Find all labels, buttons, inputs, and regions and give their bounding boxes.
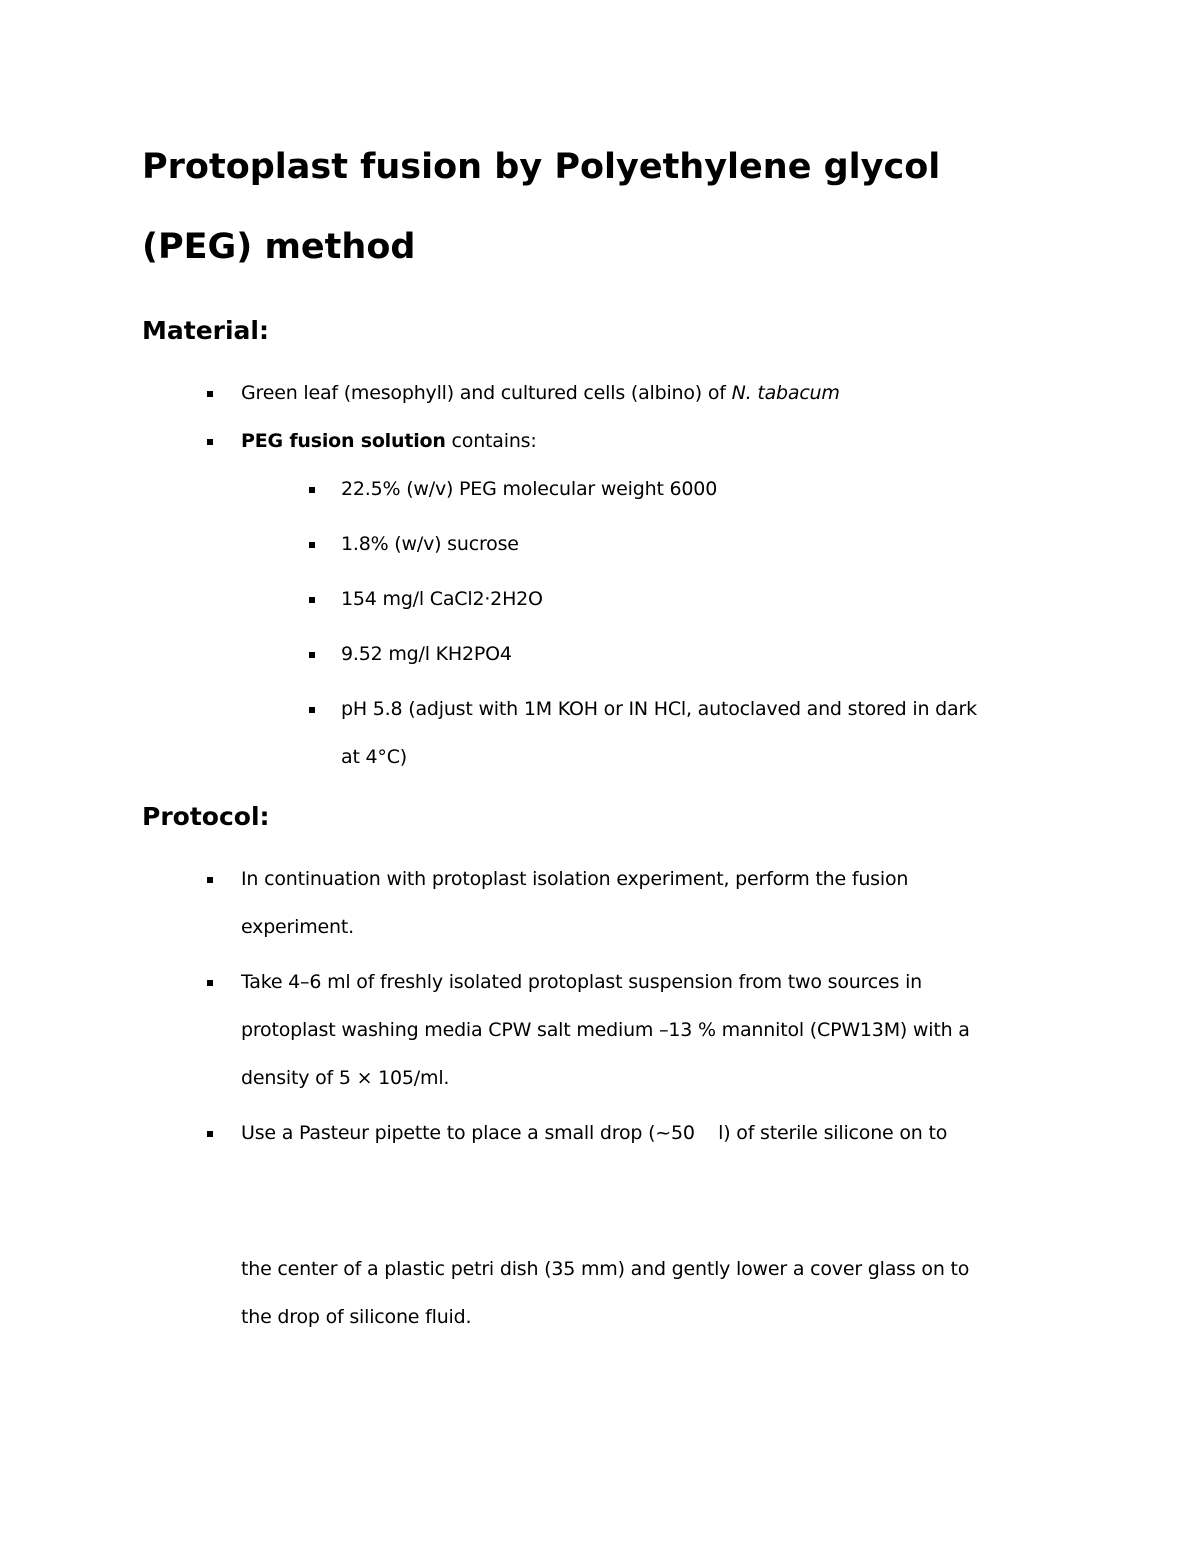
protocol-step-3-line-2: the center of a plastic petri dish (35 mm) and gently lower a cover glass on to — [241, 1258, 970, 1280]
material-item-peg-solution — [241, 432, 537, 451]
peg-solution-rest: contains: — [445, 430, 537, 452]
component-item: 9.52 mg/l KH2PO4 — [341, 643, 512, 665]
component-item: pH 5.8 (adjust with 1M KOH or IN HCl, autoclaved and stored in dark — [341, 698, 977, 720]
bullet-icon — [207, 391, 213, 397]
bullet-icon — [309, 707, 315, 713]
bullet-icon — [309, 487, 315, 493]
species-name: N. tabacum — [731, 382, 840, 404]
peg-solution-label: PEG fusion solution — [241, 430, 446, 452]
bullet-icon — [309, 597, 315, 603]
bullet-icon — [207, 877, 213, 883]
protocol-heading: Protocol: — [142, 802, 270, 831]
protocol-step-3-line-3: the drop of silicone fluid. — [241, 1306, 472, 1328]
material-item-leaf-text: Green leaf (mesophyll) and cultured cells (albino) of — [241, 382, 732, 404]
material-item-leaf — [241, 384, 840, 403]
component-item: 22.5% (w/v) PEG molecular weight 6000 — [341, 478, 718, 500]
protocol-step-1-line-2: experiment. — [241, 916, 354, 938]
bullet-icon — [309, 652, 315, 658]
document-title-line-1: Protoplast fusion by Polyethylene glycol — [142, 147, 941, 187]
component-item: 1.8% (w/v) sucrose — [341, 533, 519, 555]
protocol-step-3-line-1: Use a Pasteur pipette to place a small drop (~50 l) of sterile silicone on to — [241, 1122, 948, 1144]
bullet-icon — [207, 439, 213, 445]
component-item: 154 mg/l CaCl2·2H2O — [341, 588, 543, 610]
bullet-icon — [207, 980, 213, 986]
document-title-line-2: (PEG) method — [142, 227, 416, 267]
protocol-step-2-line-3: density of 5 × 105/ml. — [241, 1067, 450, 1089]
material-heading: Material: — [142, 316, 269, 345]
protocol-step-1-line-1: In continuation with protoplast isolation experiment, perform the fusion — [241, 868, 909, 890]
protocol-step-2-line-1: Take 4–6 ml of freshly isolated protoplast suspension from two sources in — [241, 971, 922, 993]
component-item-continuation: at 4°C) — [341, 746, 407, 768]
protocol-step-2-line-2: protoplast washing media CPW salt medium –13 % mannitol (CPW13M) with a — [241, 1019, 970, 1041]
bullet-icon — [207, 1131, 213, 1137]
bullet-icon — [309, 542, 315, 548]
